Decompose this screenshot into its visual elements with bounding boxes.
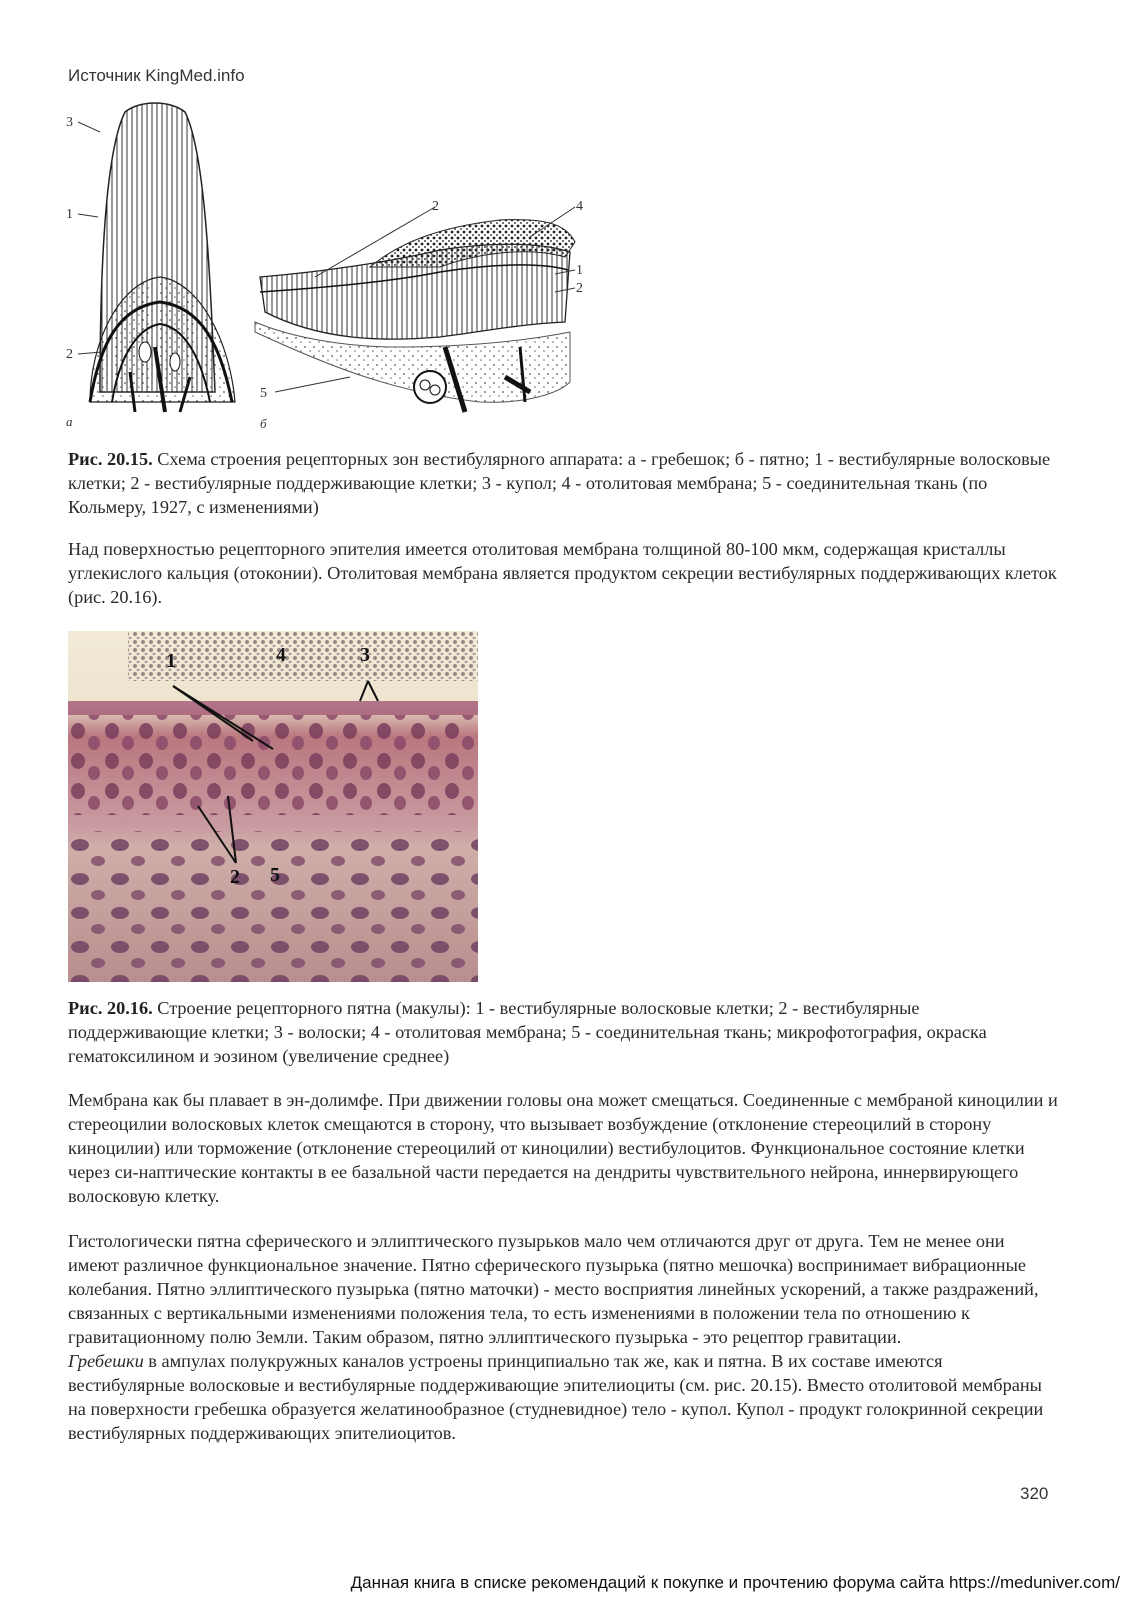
figure-caption-20-16	[68, 996, 1058, 1068]
micro-label-2: 2	[230, 866, 240, 888]
caption-label: Рис. 20.16.	[68, 998, 153, 1018]
panel-b-letter: б	[260, 416, 267, 431]
label-b-2-top: 2	[432, 199, 439, 214]
paragraph-histology	[68, 1229, 1058, 1445]
paragraph-cristae	[68, 1349, 1058, 1445]
micro-label-1: 1	[166, 650, 176, 672]
source-header: Источник KingMed.info	[68, 66, 245, 85]
page-number: 320	[1020, 1484, 1049, 1503]
micro-label-5: 5	[270, 864, 280, 886]
term-cristae: Гребешки	[68, 1351, 144, 1371]
label-b-2: 2	[576, 281, 583, 296]
caption-label: Рис. 20.15.	[68, 449, 153, 469]
figure-vestibular-receptor-drawing	[60, 92, 620, 440]
label-a-2: 2	[66, 347, 73, 362]
panel-a-letter: а	[66, 414, 73, 429]
panel-b-macula-drawing	[255, 207, 575, 412]
paragraph-macula-differences: Гистологически пятна сферического и эллиптического пузырьков мало чем отличаются друг от друга. Тем не менее они имеют различное функциональное значение. Пятно сферического пузырька (пятно мешочка) воспринимает вибрационные колебания. Пятно эллиптического пузырька (пятно маточки) - место восприятия линейных ускорений, а также раздражений, связанных с вертикальными изменениями положения тела, то есть изменениями в положении тела по отношению к гравитационному полю Земли. Таким образом, пятно эллиптического пузырька - это рецептор гравитации.	[68, 1231, 1039, 1347]
figure-caption-20-15	[68, 447, 1058, 519]
label-a-1: 1	[66, 207, 73, 222]
caption-text: Схема строения рецепторных зон вестибулярного аппарата: а - гребешок; б - пятно; 1 - вестибулярные волосковые клетки; 2 - вестибулярные поддерживающие клетки; 3 - купол; 4 - отолитовая мембрана; 5 - соединительная ткань (по Кольмеру, 1927, с изменениями)	[68, 449, 1051, 517]
label-b-4: 4	[576, 199, 583, 214]
paragraph-membrane-floating: Мембрана как бы плавает в эн-долимфе. При движении головы она может смещаться. Соединенные с мембраной киноцилии и стереоцилии волосковых клеток смещаются в сторону, что вызывает возбуждение (отклонение стереоцилий в сторону киноцилии) или торможение (отклонение стереоцилий от киноцилии) вестибулоцитов. Функциональное состояние клетки через си-наптические контакты в ее базальной части передается на дендриты чувствительного нейрона, иннервирующего волосковую клетку.	[68, 1090, 1058, 1206]
cristae-text: в ампулах полукружных каналов устроены принципиально так же, как и пятна. В их составе имеются вестибулярные волосковые и вестибулярные поддерживающие эпителиоциты (см. рис. 20.15). Вместо отолитовой мембраны на поверхности гребешка образуется желатинообразное (студневидное) тело - купол. Купол - продукт голокринной секреции вестибулярных поддерживающих эпителиоцитов.	[68, 1351, 1044, 1443]
micrograph-macula	[68, 631, 478, 982]
caption-text: Строение рецепторного пятна (макулы): 1 - вестибулярные волосковые клетки; 2 - вестибулярные поддерживающие клетки; 3 - волоски; 4 - отолитовая мембрана; 5 - соединительная ткань; микрофотография, окраска гематоксилином и эозином (увеличение среднее)	[68, 998, 987, 1066]
micro-label-3: 3	[360, 644, 370, 666]
label-a-3: 3	[66, 115, 73, 130]
micro-label-4: 4	[276, 644, 286, 666]
label-b-1: 1	[576, 263, 583, 278]
label-b-5: 5	[260, 386, 267, 401]
paragraph-otolith-membrane: Над поверхностью рецепторного эпителия имеется отолитовая мембрана толщиной 80-100 мкм, содержащая кристаллы углекислого кальция (отоконии). Отолитовая мембрана является продуктом секреции вестибулярных поддерживающих клеток (рис. 20.16).	[68, 539, 1057, 607]
footer-recommendation: Данная книга в списке рекомендаций к покупке и прочтению форума сайта https://meduniver.com/	[350, 1573, 1120, 1592]
panel-a-crista-drawing	[78, 103, 235, 412]
